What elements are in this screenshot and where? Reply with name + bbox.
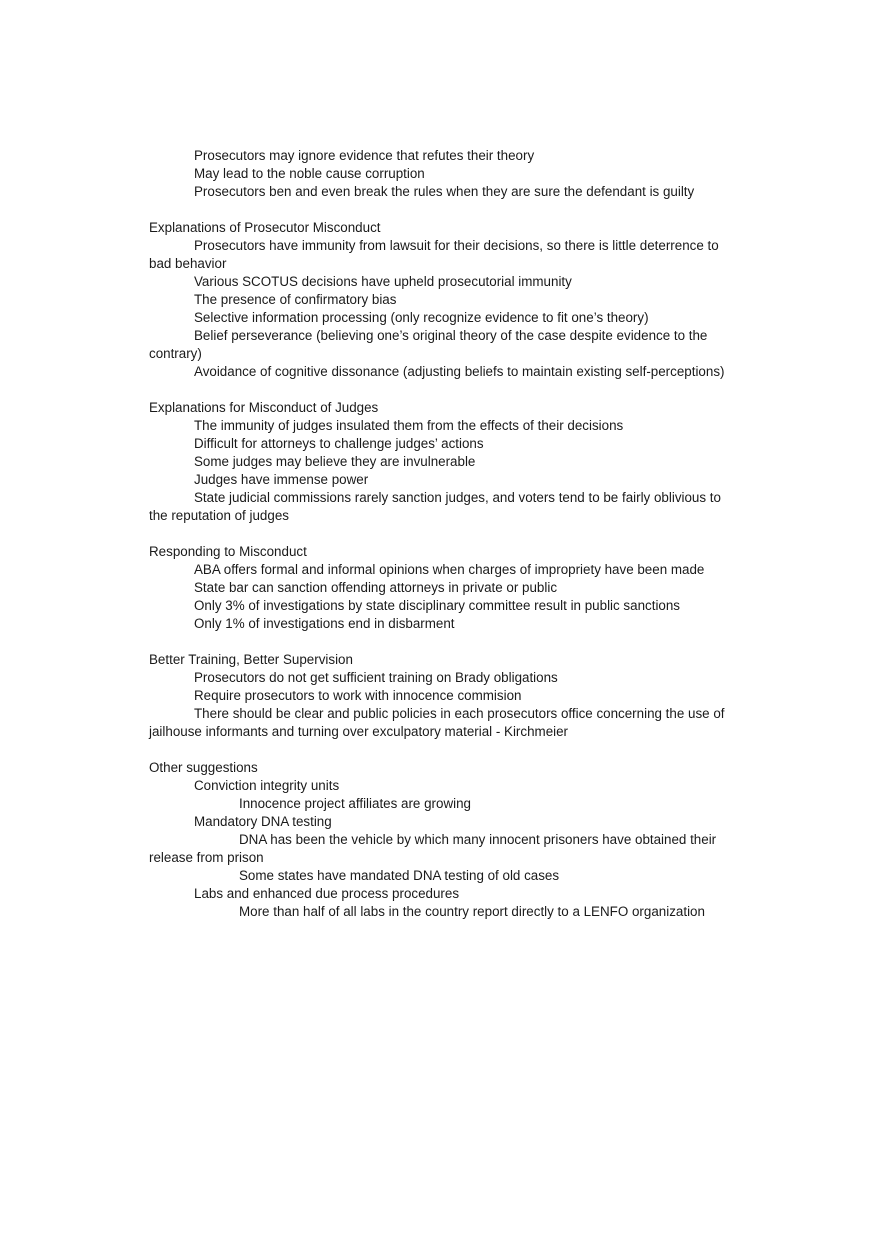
sub-bullet-item: Some states have mandated DNA testing of old cases <box>239 868 560 883</box>
bullet-item: Difficult for attorneys to challenge judges’ actions <box>194 436 484 451</box>
section-heading-judges-misconduct: Explanations for Misconduct of Judges <box>149 400 379 415</box>
section-heading-other: Other suggestions <box>149 760 258 775</box>
bullet-item: Labs and enhanced due process procedures <box>194 886 460 901</box>
spacer <box>149 633 739 651</box>
bullet-item: Only 3% of investigations by state disciplinary committee result in public sanctions <box>194 598 681 613</box>
document-body <box>149 147 739 921</box>
bullet-item: ABA offers formal and informal opinions when charges of impropriety have been made <box>194 562 705 577</box>
bullet-item: Belief perseverance (believing one’s original theory of the case despite evidence to the contrary) <box>149 328 708 361</box>
bullet-item: Prosecutors do not get sufficient training on Brady obligations <box>194 670 558 685</box>
bullet-item: Conviction integrity units <box>194 778 340 793</box>
bullet-item: State bar can sanction offending attorneys in private or public <box>194 580 558 595</box>
bullet-item: Selective information processing (only recognize evidence to fit one’s theory) <box>194 310 649 325</box>
bullet-item: Judges have immense power <box>194 472 369 487</box>
bullet-item: The presence of confirmatory bias <box>194 292 397 307</box>
bullet-item: Require prosecutors to work with innocence commision <box>194 688 522 703</box>
intro-item: Prosecutors ben and even break the rules when they are sure the defendant is guilty <box>194 184 695 199</box>
spacer <box>149 525 739 543</box>
bullet-item: The immunity of judges insulated them from the effects of their decisions <box>194 418 624 433</box>
spacer <box>149 381 739 399</box>
bullet-item: State judicial commissions rarely sanction judges, and voters tend to be fairly oblivious to the reputation of judges <box>149 490 721 523</box>
bullet-item: Avoidance of cognitive dissonance (adjusting beliefs to maintain existing self-perceptions) <box>194 364 725 379</box>
bullet-item: Mandatory DNA testing <box>194 814 332 829</box>
section-heading-prosecutor-misconduct: Explanations of Prosecutor Misconduct <box>149 220 381 235</box>
bullet-item: Some judges may believe they are invulnerable <box>194 454 476 469</box>
spacer <box>149 201 739 219</box>
section-heading-training: Better Training, Better Supervision <box>149 652 353 667</box>
bullet-item: Only 1% of investigations end in disbarment <box>194 616 455 631</box>
bullet-item: There should be clear and public policies in each prosecutors office concerning the use of jailhouse informants and turning over exculpatory material - Kirchmeier <box>149 706 725 739</box>
sub-bullet-item: More than half of all labs in the country report directly to a LENFO organization <box>239 904 705 919</box>
intro-item: May lead to the noble cause corruption <box>194 166 425 181</box>
bullet-item: Prosecutors have immunity from lawsuit for their decisions, so there is little deterrence to bad behavior <box>149 238 719 271</box>
intro-item: Prosecutors may ignore evidence that refutes their theory <box>194 148 535 163</box>
sub-bullet-item: Innocence project affiliates are growing <box>239 796 471 811</box>
section-heading-responding: Responding to Misconduct <box>149 544 307 559</box>
bullet-item: Various SCOTUS decisions have upheld prosecutorial immunity <box>194 274 572 289</box>
spacer <box>149 741 739 759</box>
sub-bullet-item: DNA has been the vehicle by which many innocent prisoners have obtained their release from prison <box>149 832 717 865</box>
